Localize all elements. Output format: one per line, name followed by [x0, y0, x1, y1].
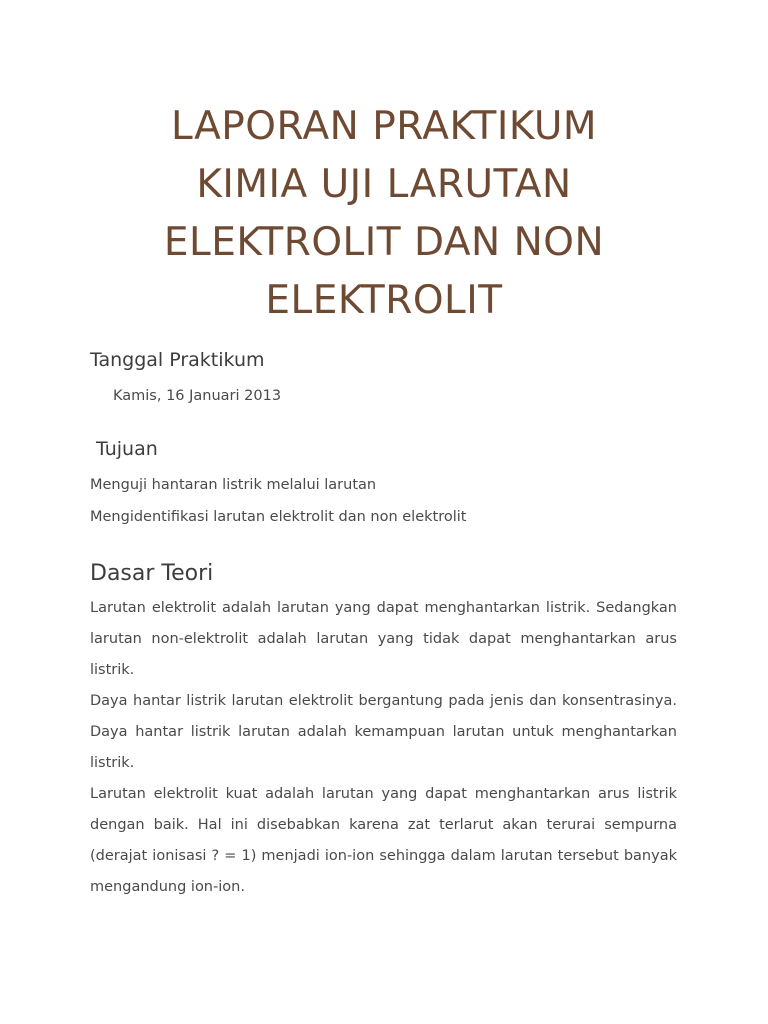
tanggal-value: Kamis, 16 Januari 2013 — [113, 388, 282, 404]
tanggal-heading: Tanggal Praktikum — [90, 349, 265, 371]
title-line-4: ELEKTROLIT — [265, 278, 503, 323]
tujuan-item: Menguji hantaran listrik melalui larutan — [90, 477, 377, 493]
tujuan-item: Mengidentifikasi larutan elektrolit dan non elektrolit — [90, 509, 467, 525]
title-line-1: LAPORAN PRAKTIKUM — [170, 104, 598, 149]
title-line-3: ELEKTROLIT DAN NON — [163, 220, 605, 265]
document-title — [90, 98, 678, 330]
dasar-teori-heading: Dasar Teori — [90, 561, 214, 586]
dasar-teori-paragraph: Larutan elektrolit kuat adalah larutan yang dapat menghantarkan arus listrik dengan baik. Hal ini disebabkan karena zat terlarut akan terurai sempurna (derajat ionisasi ? = 1) menjadi ion-ion sehingga dalam larutan tersebut banyak mengandung ion-ion. — [90, 786, 677, 895]
title-line-2: KIMIA UJI LARUTAN — [196, 162, 572, 207]
dasar-teori-paragraph: Daya hantar listrik larutan elektrolit bergantung pada jenis dan konsentrasinya. Daya hantar listrik larutan adalah kemampuan larutan untuk menghantarkan listrik. — [90, 693, 677, 771]
tujuan-heading: Tujuan — [96, 438, 158, 460]
dasar-teori-paragraph: Larutan elektrolit adalah larutan yang dapat menghantarkan listrik. Sedangkan larutan non-elektrolit adalah larutan yang tidak dapat menghantarkan arus listrik. — [90, 600, 677, 678]
